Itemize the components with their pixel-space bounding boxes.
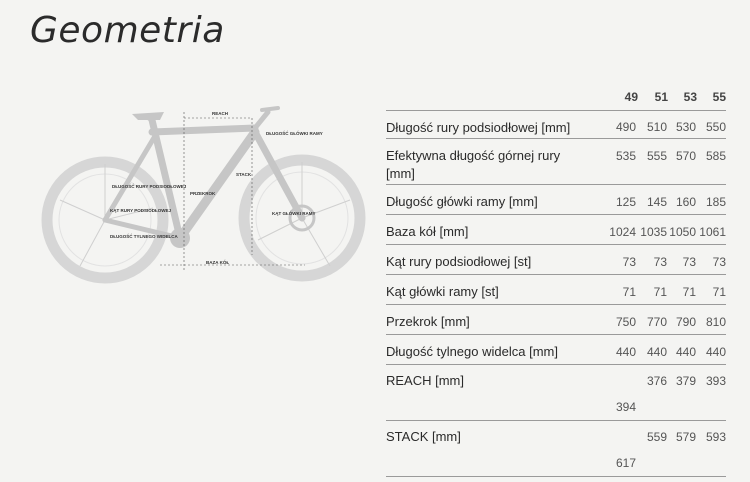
row-value: 750 [615,315,636,329]
row-value: 379 [675,374,696,388]
table-row [386,139,726,185]
row-value: 1024 [609,225,636,239]
row-value: 125 [615,195,636,209]
przekrok-label: PRZEKROK [190,191,216,196]
row-label: Kąt główki ramy [st] [386,284,499,299]
row-value: 440 [675,345,696,359]
row-label: Przekrok [mm] [386,314,470,329]
row-label: Efektywna długość górnej rury [mm] [386,148,561,181]
table-row [386,421,726,477]
row-value: 73 [682,255,696,269]
row-value: 535 [615,149,636,163]
baza-kol-label: BAZA KÓŁ [206,260,230,265]
row-value: 393 [705,374,726,388]
size-header [386,90,726,110]
row-value: 160 [675,195,696,209]
row-value: 71 [622,285,636,299]
row-value: 593 [705,430,726,444]
size-header-cell: 53 [683,90,697,104]
row-value: 550 [705,120,726,134]
row-label: REACH [mm] [386,373,464,388]
row-label: Długość rury podsiodłowej [mm] [386,120,571,135]
row-value: 145 [646,195,667,209]
row-label: Długość tylnego widelca [mm] [386,344,558,359]
row-value-wrapped: 617 [615,456,636,470]
row-value: 73 [653,255,667,269]
table-row [386,365,726,421]
top-tube [152,128,255,132]
row-value: 440 [615,345,636,359]
row-value: 73 [712,255,726,269]
stack-label: STACK [236,172,252,177]
table-row [386,335,726,365]
row-value: 1050 [669,225,696,239]
row-value: 1061 [699,225,726,239]
row-value: 585 [705,149,726,163]
row-value: 570 [675,149,696,163]
row-value: 185 [705,195,726,209]
size-header-cell: 51 [654,90,668,104]
reach-label: REACH [212,111,229,116]
handlebar [262,108,278,110]
table-row [386,245,726,275]
row-value: 510 [646,120,667,134]
row-value: 71 [682,285,696,299]
row-value: 376 [646,374,667,388]
row-value: 810 [705,315,726,329]
table-row [386,185,726,215]
page-title: Geometria [30,10,225,51]
seat-tube-length-label: DŁUGOŚĆ RURY PODSIODŁOWEJ [112,184,187,189]
seat-tube-angle-label: KĄT RURY PODSIODŁOWEJ [110,208,172,213]
saddle [132,112,164,120]
row-label: STACK [mm] [386,429,461,444]
table-row [386,111,726,139]
row-value: 1035 [640,225,667,239]
table-row [386,215,726,245]
row-value: 71 [712,285,726,299]
chainstay-length-label: DŁUGOŚĆ TYLNEGO WIDELCA [110,234,178,239]
row-value: 530 [675,120,696,134]
size-header-cell: 49 [624,90,638,104]
row-value-wrapped: 394 [615,400,636,414]
row-value: 440 [646,345,667,359]
row-value: 579 [675,430,696,444]
head-tube-length-label: DŁUGOŚĆ GŁÓWKI RAMY [266,131,323,136]
bike-geometry-diagram [40,90,370,290]
row-value: 790 [675,315,696,329]
bike-diagram-svg [40,90,370,290]
row-label: Baza kół [mm] [386,224,469,239]
row-value: 440 [705,345,726,359]
head-angle-label: KĄT GŁÓWKI RAMY [272,211,316,216]
size-header-cell: 55 [712,90,726,104]
stem [255,112,268,128]
geometry-table [386,90,726,477]
row-value: 559 [646,430,667,444]
row-value: 490 [615,120,636,134]
row-value: 770 [646,315,667,329]
row-label: Kąt rury podsiodłowej [st] [386,254,532,269]
row-value: 73 [622,255,636,269]
row-value: 71 [653,285,667,299]
table-row [386,275,726,305]
row-label: Długość główki ramy [mm] [386,194,538,209]
row-value: 555 [646,149,667,163]
table-row [386,305,726,335]
